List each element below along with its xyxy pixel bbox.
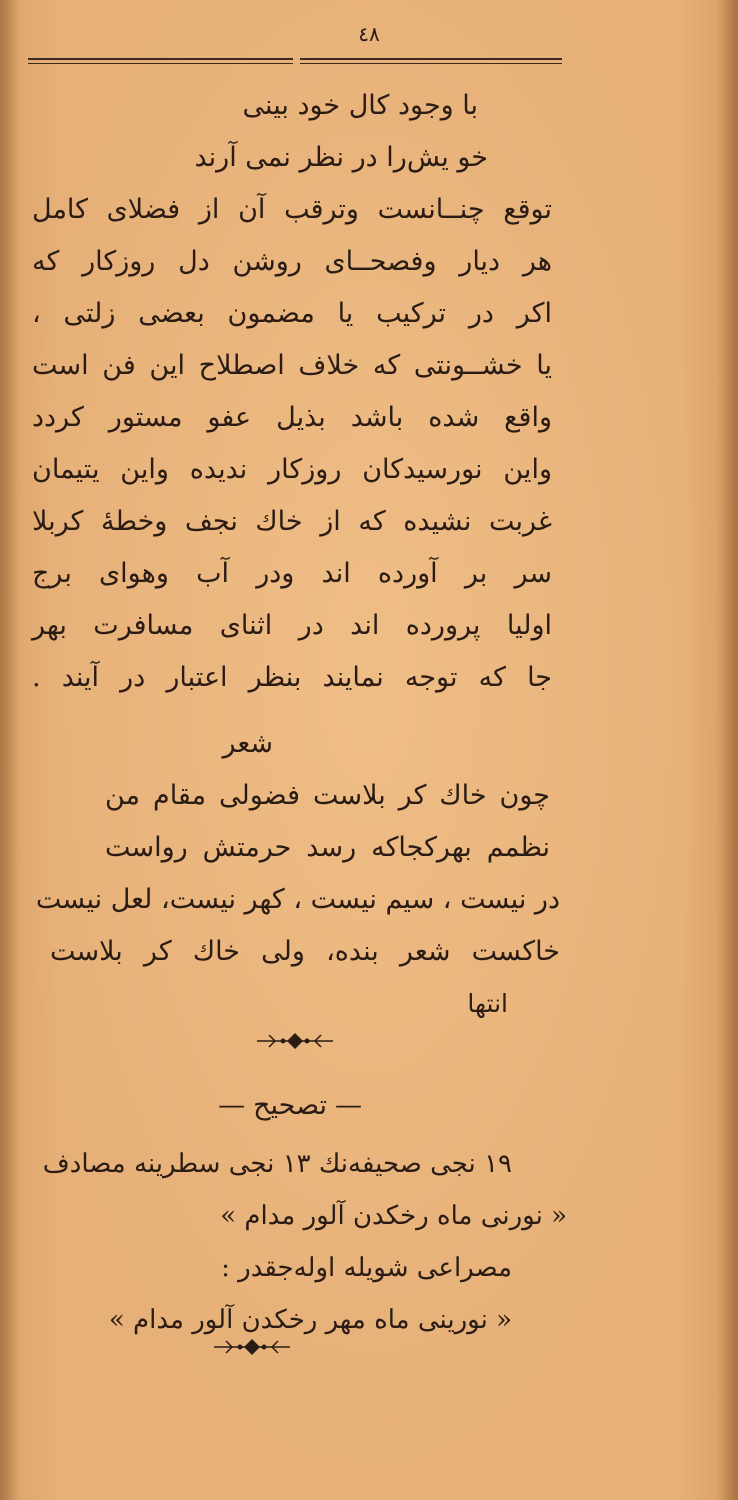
fleuron-ornament-icon (212, 1336, 292, 1362)
prose-line: یا خشــونتی که خلاف اصطلاح این فن است (32, 350, 552, 381)
poem-line: نظمم بهرکجاکه رسد حرمتش رواست (105, 832, 550, 863)
poem-line: در نیست ، سیم نیست ، کهر نیست، لعل نیست (35, 884, 560, 915)
poem-line: خاکست شعر بنده، ولی خاك کر بلاست (50, 936, 560, 967)
erratum-line: « نورنی ماه رخکدن آلور مدام » (220, 1201, 567, 1231)
page-number: ٤٨ (358, 22, 380, 46)
verse-intro (194, 80, 488, 184)
erratum-text (42, 1138, 567, 1346)
fleuron-ornament-icon (255, 1030, 335, 1056)
prose-line: واقع شده باشد بذیل عفو مستور کردد (32, 402, 552, 433)
prose-line: اولیا پرورده اند در اثنای مسافرت بهر (32, 610, 552, 641)
title-dash: — (218, 1090, 246, 1121)
title-dash: — (335, 1090, 362, 1121)
header-rule-right (300, 58, 562, 65)
erratum-line: مصراعی شویله اوله‌جقدر : (221, 1253, 512, 1283)
verse-intro-line: خو یش‌را در نظر نمی آرند (194, 142, 488, 173)
prose-line: غربت نشیده که از خاك نجف وخطهٔ کربلا (32, 506, 552, 537)
prose-line: واین نورسیدکان روزکار ندیده واین یتیمان (32, 454, 552, 485)
page-edge-shadow-left (0, 0, 18, 1500)
erratum-line: « نورینی ماه مهر رخکدن آلور مدام » (108, 1305, 512, 1335)
finis-label: انتها (467, 989, 508, 1018)
prose-paragraph (32, 184, 552, 704)
erratum-line: ١٩ نجی صحیفه‌نك ١٣ نجی سطرینه مصادف (42, 1149, 512, 1179)
prose-line: سر بر آورده اند ودر آب وهوای برج (32, 558, 552, 589)
erratum-title (210, 1080, 370, 1132)
header-rule-left (28, 58, 293, 65)
page-edge-shadow-right (716, 0, 738, 1500)
prose-line: هر دیار وفصحــای روشن دل روزکار که (32, 246, 552, 277)
prose-line: اکر در ترکیب یا مضمون بعضی زلتی ، (32, 298, 552, 329)
prose-line: توقع چنــانست وترقب آن از فضلای کامل (32, 194, 552, 225)
prose-line: جا که توجه نمایند بنظر اعتبار در آیند . (32, 662, 552, 693)
poem-title: شعر (222, 728, 273, 759)
verse-intro-line: با وجود کال خود بینی (242, 90, 478, 121)
poem-line: چون خاك کر بلاست فضولی مقام من (105, 780, 550, 811)
erratum-title-text: تصحیح (253, 1090, 327, 1121)
poem (35, 770, 560, 978)
